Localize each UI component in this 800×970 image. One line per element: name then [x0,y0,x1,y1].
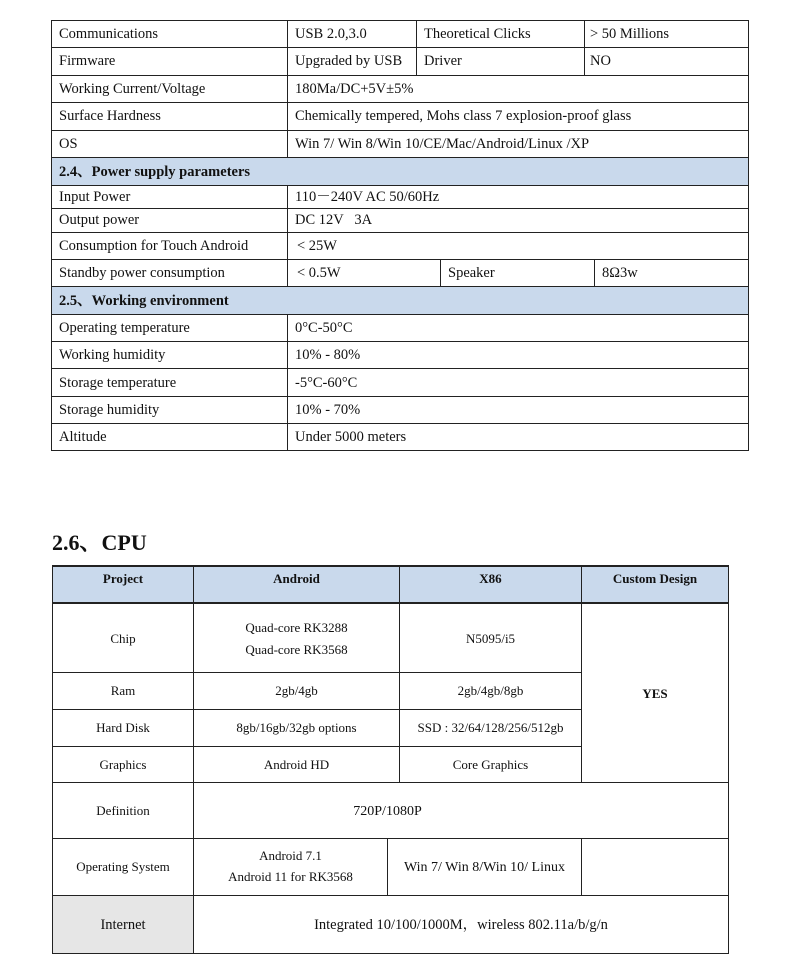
input-power-label: Input Power [59,189,131,205]
internet-value: Integrated 10/100/1000M，wireless 802.11a/b/g/n [314,917,608,933]
chip-x86: N5095/i5 [465,631,516,646]
os-label: OS [59,136,78,152]
speaker-value: 8Ω3w [602,265,638,281]
operating-temp-value: 0°C-50°C [295,320,353,336]
input-power-value: 110－240V AC 50/60Hz [295,189,440,205]
header-x86: X86 [479,571,502,586]
surface-hardness-label: Surface Hardness [59,108,161,124]
output-power-label: Output power [59,212,140,228]
power-section-heading: 2.4、Power supply parameters [59,164,251,180]
current-voltage-value: 180Ma/DC+5V±5% [295,81,414,97]
surface-hardness-value: Chemically tempered, Mohs class 7 explosion-proof glass [295,108,632,124]
storage-humidity-value: 10% - 70% [295,402,361,418]
ram-label: Ram [110,683,136,698]
ram-android: 2gb/4gb [275,683,318,698]
operating-temp-label: Operating temperature [59,320,190,336]
env-section-heading: 2.5、Working environment [59,293,229,309]
working-humidity-value: 10% - 80% [295,347,361,363]
theoretical-clicks-label: Theoretical Clicks [424,26,531,42]
chip-android-1: Quad-core RK3288 [245,620,348,635]
cpu-section-heading: 2.6、CPU [52,530,147,555]
os-cpu-label: Operating System [76,859,170,874]
header-android: Android [273,571,320,586]
chip-android-2: Quad-core RK3568 [245,642,348,657]
chip-label: Chip [110,631,136,646]
graphics-android: Android HD [263,757,330,772]
working-humidity-label: Working humidity [59,347,166,363]
graphics-x86: Core Graphics [452,757,529,772]
disk-android: 8gb/16gb/32gb options [236,720,357,735]
speaker-label: Speaker [448,265,495,281]
altitude-value: Under 5000 meters [295,429,407,445]
custom-design-value: YES [642,686,668,701]
disk-label: Hard Disk [96,720,150,735]
communications-value: USB 2.0,3.0 [295,26,367,42]
standby-label: Standby power consumption [59,265,225,281]
communications-label: Communications [59,26,159,42]
driver-label: Driver [424,53,462,69]
header-custom-design: Custom Design [612,571,698,586]
os-value: Win 7/ Win 8/Win 10/CE/Mac/Android/Linux /XP [295,136,590,152]
consumption-label: Consumption for Touch Android [59,238,249,254]
header-project: Project [102,571,144,586]
definition-label: Definition [96,803,150,818]
consumption-value: < 25W [297,238,337,254]
internet-label: Internet [100,917,146,933]
os-android-1: Android 7.1 [259,848,322,863]
theoretical-clicks-value: > 50 Millions [590,26,670,42]
current-voltage-label: Working Current/Voltage [59,81,206,97]
standby-value: < 0.5W [297,265,341,281]
storage-temp-label: Storage temperature [59,375,177,391]
os-x86: Win 7/ Win 8/Win 10/ Linux [404,860,565,875]
graphics-label: Graphics [99,757,147,772]
altitude-label: Altitude [59,429,107,445]
firmware-label: Firmware [59,53,116,69]
storage-temp-value: -5°C-60°C [295,375,358,391]
firmware-value: Upgraded by USB [295,53,403,69]
os-android-2: Android 11 for RK3568 [228,869,353,884]
definition-value: 720P/1080P [353,804,422,819]
storage-humidity-label: Storage humidity [59,402,160,418]
driver-value: NO [590,53,611,69]
output-power-value: DC 12V 3A [295,212,373,228]
ram-x86: 2gb/4gb/8gb [457,683,524,698]
disk-x86: SSD : 32/64/128/256/512gb [417,720,564,735]
